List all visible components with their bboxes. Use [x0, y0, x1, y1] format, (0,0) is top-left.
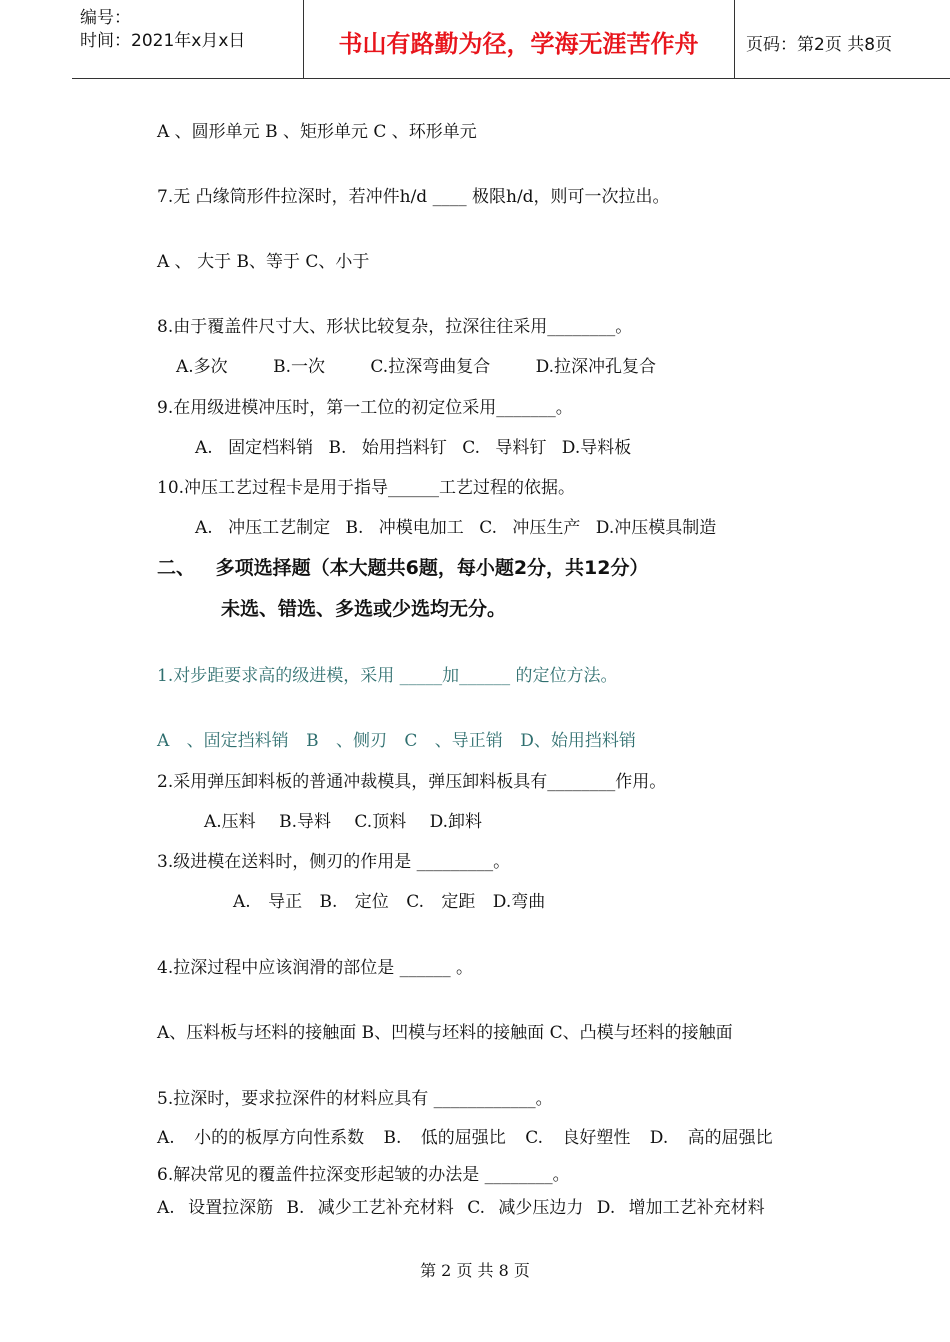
page-header — [72, 0, 950, 79]
mq4-options: A、压料板与坯料的接触面 B、凹模与坯料的接触面 C、凸模与坯料的接触面 — [157, 1023, 733, 1043]
mq6-question: 6.解决常见的覆盖件拉深变形起皱的办法是 ________。 — [157, 1165, 570, 1185]
number-label: 编号： — [80, 8, 131, 28]
mq5-options: A. 小的的板厚方向性系数 B. 低的屈强比 C. 良好塑性 D. 高的屈强比 — [157, 1128, 773, 1148]
mq3-question: 3.级进模在送料时，侧刃的作用是 _________。 — [157, 852, 511, 872]
mq5-question: 5.拉深时，要求拉深件的材料应具有 ____________。 — [157, 1089, 553, 1109]
section-two-note: 未选、错选、多选或少选均无分。 — [221, 598, 507, 620]
q8-options: A.多次 B.一次 C.拉深弯曲复合 D.拉深冲孔复合 — [176, 357, 657, 377]
section-two-title: 二、 多项选择题（本大题共6题，每小题2分，共12分） — [157, 557, 649, 579]
header-motto-cell — [303, 0, 735, 78]
q8-question: 8.由于覆盖件尺寸大、形状比较复杂，拉深往往采用________。 — [157, 317, 633, 337]
q9-options: A. 固定档料销 B. 始用挡料钉 C. 导料钉 D.导料板 — [195, 438, 632, 458]
mq4-question: 4.拉深过程中应该润滑的部位是 ______ 。 — [157, 958, 474, 978]
mq2-question: 2.采用弹压卸料板的普通冲裁模具，弹压卸料板具有________作用。 — [157, 772, 667, 792]
q9-question: 9.在用级进模冲压时，第一工位的初定位采用_______。 — [157, 398, 573, 418]
mq6-options: A. 设置拉深筋 B. 减少工艺补充材料 C. 减少压边力 D. 增加工艺补充材料 — [157, 1198, 765, 1218]
mq2-options: A.压料 B.导料 C.顶料 D.卸料 — [204, 812, 483, 832]
mq1-options: A 、固定挡料销 B 、侧刃 C 、导正销 D、始用挡料销 — [157, 731, 636, 751]
date-label: 时间：2021年x月x日 — [80, 31, 246, 51]
q6-options: A 、圆形单元 B 、矩形单元 C 、环形单元 — [157, 122, 477, 142]
q10-question: 10.冲压工艺过程卡是用于指导______工艺过程的依据。 — [157, 478, 576, 498]
motto: 书山有路勤为径，学海无涯苦作舟 — [338, 30, 699, 58]
page-footer: 第 2 页 共 8 页 — [420, 1261, 530, 1280]
mq1-question: 1.对步距要求高的级进模，采用 _____加______ 的定位方法。 — [157, 666, 618, 686]
q10-options: A. 冲压工艺制定 B. 冲模电加工 C. 冲压生产 D.冲压模具制造 — [195, 518, 717, 538]
header-page-cell — [734, 0, 950, 78]
q7-question: 7.无 凸缘筒形件拉深时，若冲件h/d ____ 极限h/d，则可一次拉出。 — [157, 187, 670, 207]
header-meta-cell — [72, 0, 304, 78]
page-indicator: 页码：第2页 共8页 — [746, 35, 893, 55]
mq3-options: A. 导正 B. 定位 C. 定距 D.弯曲 — [233, 892, 546, 912]
q7-options: A 、 大于 B、等于 C、小于 — [157, 252, 370, 272]
